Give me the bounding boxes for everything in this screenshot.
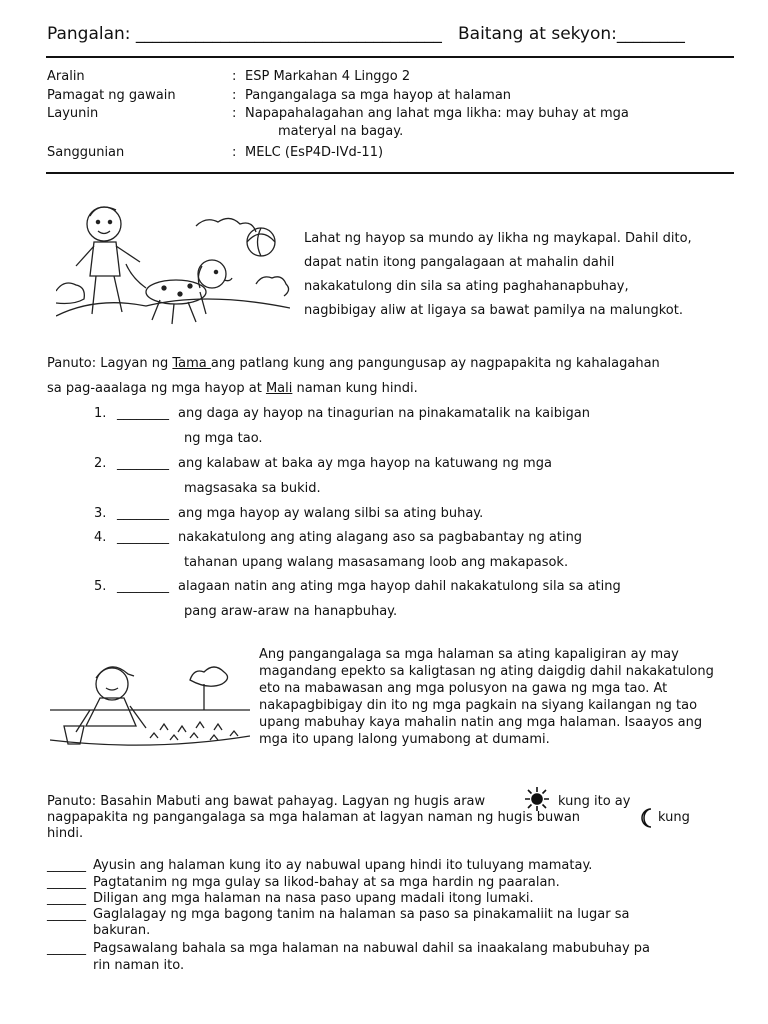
info-rule <box>46 172 734 174</box>
answer-blank[interactable]: ______ <box>47 858 86 873</box>
panuto-2-line-3: hindi. <box>47 826 84 841</box>
boy-and-dog-illustration <box>56 196 290 336</box>
item-text: ang daga ay hayop na tinagurian na pinakamatalik na kaibigan <box>178 406 591 421</box>
item-text: alagaan natin ang ating mga hayop dahil nakakatulong sila sa ating <box>178 579 621 594</box>
info-sep: : <box>232 106 237 121</box>
panuto-2-line-2: nagpapakita ng pangangalaga sa mga halaman at lagyan naman ng hugis buwan <box>47 810 581 825</box>
answer-blank[interactable]: ________ <box>117 406 169 421</box>
item-number: 1. <box>94 406 107 421</box>
item-text: ang kalabaw at baka ay mga hayop na katuwang ng mga <box>178 456 552 471</box>
panuto-1-line-1 <box>47 356 660 372</box>
item-text-cont: rin naman ito. <box>93 958 185 973</box>
panuto-2-line-1 <box>47 794 485 810</box>
item-text-cont: pang araw-araw na hanapbuhay. <box>184 604 398 619</box>
intro-plants-paragraph: Ang pangangalaga sa mga halaman sa ating kapaligiran ay may magandang epekto sa kaligtasan ng ating daigdig dahil nakakatulong eto na mabawasan ang mga polusyon na gawa ng mga tao. At nakapagbibigay din ito ng mga pagkain na siyang kailangan ng tao upang mabuhay kaya mahalin natin ang mga halaman. Isaayos ang mga ito upang lalong yumabong at dumami. <box>259 647 714 747</box>
panuto-1-text: sa pag-aaalaga ng mga hayop at <box>47 381 266 396</box>
item-text: Gaglalagay ng mga bagong tanim na halaman sa paso sa pinakamaliit na lugar sa <box>93 907 630 922</box>
intro-animals-line-2: dapat natin itong pangalagaan at mahalin dahil <box>304 255 615 270</box>
header-rule <box>46 56 734 58</box>
item-number: 4. <box>94 530 107 545</box>
panuto-1-text: ang patlang kung ang pangungusap ay nagpapakita ng kahalagahan <box>210 356 660 371</box>
info-label-layunin: Layunin <box>47 106 99 121</box>
info-sep: : <box>232 69 237 84</box>
answer-blank[interactable]: ________ <box>117 506 169 521</box>
panuto-1-text: naman kung hindi. <box>292 381 418 396</box>
answer-blank[interactable]: ________ <box>117 456 169 471</box>
intro-animals-line-3: nakakatulong din sila sa ating paghahanapbuhay, <box>304 279 629 294</box>
item-text-cont: ng mga tao. <box>184 431 263 446</box>
moon-icon <box>638 807 656 829</box>
answer-blank[interactable]: ________ <box>117 530 169 545</box>
item-text-cont: bakuran. <box>93 923 151 938</box>
grade-section-field[interactable]: Baitang at sekyon:________ <box>458 24 685 44</box>
item-text-cont: tahanan upang walang masasamang loob ang makapasok. <box>184 555 569 570</box>
info-label-aralin: Aralin <box>47 69 85 84</box>
info-value-sanggunian: MELC (EsP4D-IVd-11) <box>245 145 384 160</box>
answer-blank[interactable]: ______ <box>47 907 86 922</box>
name-field[interactable]: Pangalan: ____________________________________ <box>47 24 442 44</box>
mali-keyword: Mali <box>265 381 293 396</box>
info-label-pamagat: Pamagat ng gawain <box>47 88 176 103</box>
item-text: ang mga hayop ay walang silbi sa ating buhay. <box>178 506 484 521</box>
item-text: Pagsawalang bahala sa mga halaman na nabuwal dahil sa inaakalang mabubuhay pa <box>93 941 650 956</box>
sun-icon <box>522 786 552 812</box>
child-planting-illustration <box>50 640 250 758</box>
item-text: Diligan ang mga halaman na nasa paso upang madali itong lumaki. <box>93 891 534 906</box>
panuto-2-text: kung ito ay <box>558 794 631 809</box>
item-text: Ayusin ang halaman kung ito ay nabuwal upang hindi ito tuluyang mamatay. <box>93 858 593 873</box>
panuto-1-text: Panuto: Lagyan ng <box>47 356 173 371</box>
info-value-aralin: ESP Markahan 4 Linggo 2 <box>245 69 411 84</box>
info-value-layunin-cont: materyal na bagay. <box>278 124 404 139</box>
info-sep: : <box>232 88 237 103</box>
answer-blank[interactable]: ______ <box>47 875 86 890</box>
intro-animals-line-4: nagbibigay aliw at ligaya sa bawat pamilya na malungkot. <box>304 303 683 318</box>
info-value-pamagat: Pangangalaga sa mga hayop at halaman <box>245 88 512 103</box>
item-number: 3. <box>94 506 107 521</box>
info-label-sanggunian: Sanggunian <box>47 145 125 160</box>
item-text-cont: magsasaka sa bukid. <box>184 481 321 496</box>
item-text: nakakatulong ang ating alagang aso sa pagbabantay ng ating <box>178 530 583 545</box>
panuto-2-text: Panuto: Basahin Mabuti ang bawat pahayag. Lagyan ng hugis araw <box>47 794 486 809</box>
answer-blank[interactable]: ________ <box>117 579 169 594</box>
panuto-2-text: kung <box>658 810 690 825</box>
answer-blank[interactable]: ______ <box>47 941 86 956</box>
info-value-layunin: Napapahalagahan ang lahat mga likha: may buhay at mga <box>245 106 629 121</box>
tama-keyword: Tama <box>172 356 211 371</box>
panuto-1-line-2 <box>47 381 418 397</box>
intro-animals-line-1: Lahat ng hayop sa mundo ay likha ng maykapal. Dahil dito, <box>304 231 692 246</box>
item-number: 2. <box>94 456 107 471</box>
answer-blank[interactable]: ______ <box>47 891 86 906</box>
item-text: Pagtatanim ng mga gulay sa likod-bahay at sa mga hardin ng paaralan. <box>93 875 560 890</box>
item-number: 5. <box>94 579 107 594</box>
info-sep: : <box>232 145 237 160</box>
